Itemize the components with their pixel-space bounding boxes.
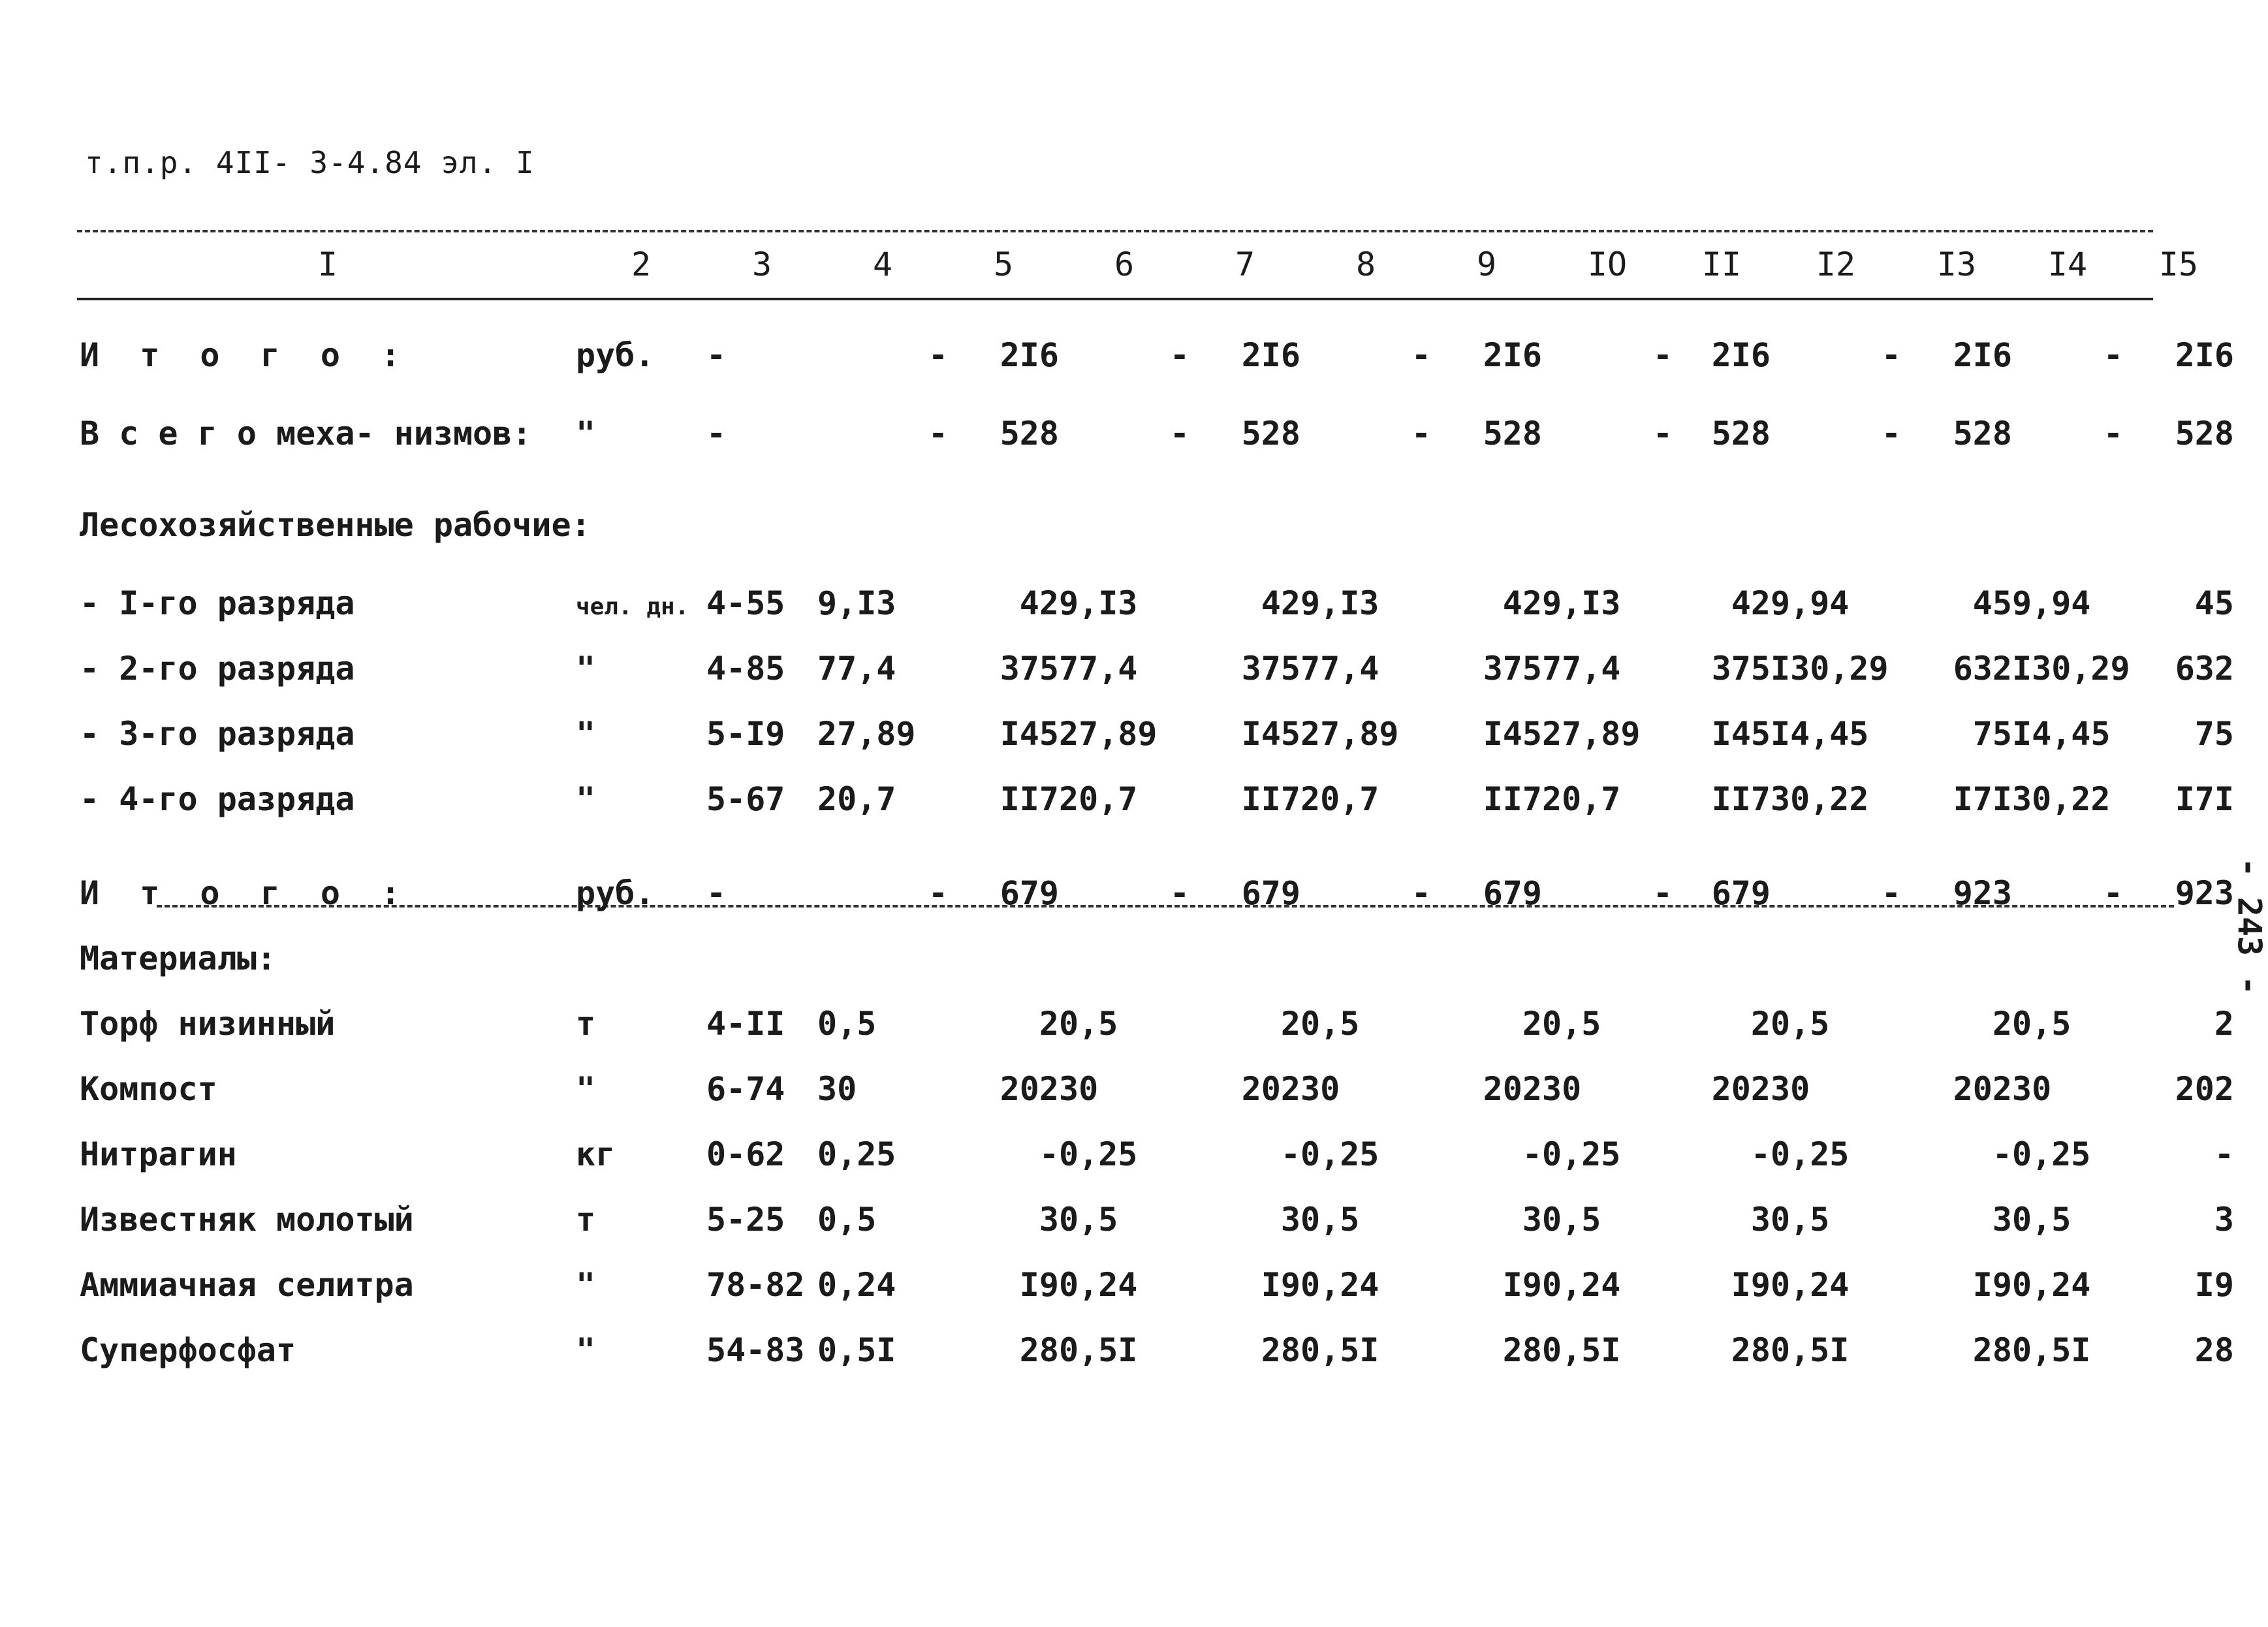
row-label: Торф низинный xyxy=(80,1005,336,1043)
cell: 528 xyxy=(1000,415,1059,452)
cell: 375 xyxy=(1483,650,1542,687)
cell: 30,22 xyxy=(1771,780,1869,818)
cell: 0,5I xyxy=(1300,1331,1379,1369)
cell: 9,I3 xyxy=(1300,584,1379,622)
cell: 20,7 xyxy=(1059,780,1138,818)
cell: 528 xyxy=(1241,415,1300,452)
cell: 0,25 xyxy=(2012,1135,2091,1173)
cell: - xyxy=(1280,1135,1300,1173)
cell: 3 xyxy=(1039,1201,1059,1239)
col-header: 2 xyxy=(631,245,652,283)
cell: 0-62 xyxy=(706,1135,785,1173)
cell: 20,7 xyxy=(817,780,896,818)
table-row xyxy=(80,388,2234,479)
row-label: Суперфосфат xyxy=(80,1331,296,1369)
cell: 27,89 xyxy=(817,715,916,753)
cell: - xyxy=(706,415,727,452)
cell: I9 xyxy=(1731,1266,1771,1304)
cell: 42 xyxy=(1261,584,1300,622)
cell: - xyxy=(2103,874,2123,912)
cell: I4,45 xyxy=(2012,715,2111,753)
cell: 20,7 xyxy=(1300,780,1379,818)
cell: 679 xyxy=(1483,874,1542,912)
row-label: И т о г о : xyxy=(80,874,411,912)
section-label: Материалы: xyxy=(80,940,277,977)
cell: 20,7 xyxy=(1542,780,1621,818)
cell: 2 xyxy=(1992,1005,2012,1043)
cell: - xyxy=(1411,415,1431,452)
cell: - xyxy=(2103,336,2123,374)
row-label: - I-го разряда xyxy=(80,584,355,622)
cell: 202 xyxy=(1711,1070,1771,1108)
row-label: Компост xyxy=(80,1070,217,1108)
cost-table xyxy=(80,235,2234,1383)
cell: 2I6 xyxy=(1000,336,1059,374)
cell: 202 xyxy=(1483,1070,1542,1108)
col-header: IO xyxy=(1587,245,1628,283)
cell: 375 xyxy=(1711,650,1771,687)
table-row xyxy=(80,323,2234,388)
cell: 30 xyxy=(2012,1070,2052,1108)
cell: 375 xyxy=(1241,650,1300,687)
cell: 0,5 xyxy=(1542,1005,1601,1043)
cell: 27,89 xyxy=(1542,715,1641,753)
row-label: - 2-го разряда xyxy=(80,650,355,687)
cell: 528 xyxy=(2175,415,2234,452)
cell: 0,24 xyxy=(1542,1266,1621,1304)
row-unit: " xyxy=(576,415,596,452)
cell: 4-II xyxy=(706,1005,785,1043)
cell: 632 xyxy=(2175,650,2234,687)
cell: 42 xyxy=(1731,584,1771,622)
table-row xyxy=(80,701,2234,766)
cell: 0,5 xyxy=(817,1005,877,1043)
cell: 6-74 xyxy=(706,1070,785,1108)
cell: - xyxy=(1881,874,1901,912)
col-header: 7 xyxy=(1235,245,1255,283)
row-unit: " xyxy=(576,1070,596,1108)
table-row xyxy=(80,636,2234,701)
cell: 77,4 xyxy=(1542,650,1621,687)
document-reference: т.п.р. 4II- 3-4.84 эл. I xyxy=(85,145,535,180)
cell: 75 xyxy=(2194,715,2234,753)
cell: 0,24 xyxy=(817,1266,896,1304)
row-label: Нитрагин xyxy=(80,1135,237,1173)
cell: 0,25 xyxy=(1771,1135,1850,1173)
cell: - xyxy=(1992,1135,2012,1173)
cell: - xyxy=(706,874,727,912)
cell: 0,5 xyxy=(1542,1201,1601,1239)
cell: 2I6 xyxy=(1953,336,2012,374)
cell: 9,I3 xyxy=(1542,584,1621,622)
cell: 375 xyxy=(1000,650,1059,687)
cell: 202 xyxy=(1953,1070,2012,1108)
cell: 77,4 xyxy=(817,650,896,687)
cell: I9 xyxy=(1019,1266,1059,1304)
cell: 28 xyxy=(1502,1331,1542,1369)
cell: II7 xyxy=(1711,780,1771,818)
cell: 27,89 xyxy=(1300,715,1399,753)
cell: 0,5 xyxy=(1771,1005,1830,1043)
col-header: I2 xyxy=(1816,245,1856,283)
cell: I7I xyxy=(2175,780,2234,818)
cell: - xyxy=(1039,1135,1059,1173)
col-header: 5 xyxy=(993,245,1014,283)
cell: II7 xyxy=(1241,780,1300,818)
cell: - xyxy=(1652,874,1673,912)
cell: 0,5 xyxy=(1059,1201,1118,1239)
cell: 2 xyxy=(2214,1005,2234,1043)
table-top-rule xyxy=(77,230,2153,232)
cell: 0,24 xyxy=(2012,1266,2091,1304)
cell: - xyxy=(2103,415,2123,452)
cell: 9,94 xyxy=(1771,584,1850,622)
cell: 2I6 xyxy=(2175,336,2234,374)
cell: - xyxy=(1652,415,1673,452)
cell: - xyxy=(1881,415,1901,452)
section-label: Лесохозяйственные рабочие: xyxy=(80,506,591,544)
col-header: I3 xyxy=(1936,245,1977,283)
cell: 0,24 xyxy=(1771,1266,1850,1304)
cell: 2 xyxy=(1750,1005,1771,1043)
cell: 0,24 xyxy=(1059,1266,1138,1304)
cell: 9,I3 xyxy=(1059,584,1138,622)
cell: 0,5 xyxy=(1300,1201,1360,1239)
row-label: Аммиачная селитра xyxy=(80,1266,414,1304)
cell: 28 xyxy=(2194,1331,2234,1369)
cell: 528 xyxy=(1711,415,1771,452)
cell: 28 xyxy=(1972,1331,2012,1369)
cell: 0,25 xyxy=(1542,1135,1621,1173)
row-unit: руб. xyxy=(576,336,655,374)
cell: 923 xyxy=(1953,874,2012,912)
cell: 75 xyxy=(1972,715,2012,753)
cell: 3 xyxy=(1750,1201,1771,1239)
cell: - xyxy=(1169,415,1189,452)
cell: 27,89 xyxy=(1059,715,1158,753)
cell: 0,5I xyxy=(1771,1331,1850,1369)
cell: I45 xyxy=(1000,715,1059,753)
row-unit: " xyxy=(576,1331,596,1369)
cell: 0,24 xyxy=(1300,1266,1379,1304)
cell: 2I6 xyxy=(1241,336,1300,374)
cell: 30 xyxy=(1542,1070,1582,1108)
cell: 2I6 xyxy=(1711,336,1771,374)
row-label: Известняк молотый xyxy=(80,1201,414,1239)
table-row xyxy=(80,571,2234,636)
cell: 4-55 xyxy=(706,584,785,622)
cell: 202 xyxy=(1241,1070,1300,1108)
cell: 28 xyxy=(1261,1331,1300,1369)
cell: 3 xyxy=(1522,1201,1542,1239)
cell: 202 xyxy=(1000,1070,1059,1108)
cell: 679 xyxy=(1711,874,1771,912)
row-label: И т о г о : xyxy=(80,336,411,374)
cell: - xyxy=(928,336,948,374)
cell: 0,5 xyxy=(1059,1005,1118,1043)
cell: 0,5I xyxy=(2012,1331,2091,1369)
col-header: II xyxy=(1701,245,1742,283)
cell: 0,25 xyxy=(1300,1135,1379,1173)
cell: 0,25 xyxy=(817,1135,896,1173)
table-row xyxy=(80,1122,2234,1187)
cell: 45 xyxy=(2194,584,2234,622)
col-header: I xyxy=(317,245,338,283)
cell: 0,5I xyxy=(1059,1331,1138,1369)
cell: I45 xyxy=(1241,715,1300,753)
row-unit: " xyxy=(576,650,596,687)
cell: - xyxy=(1522,1135,1542,1173)
cell: 30 xyxy=(1300,1070,1340,1108)
cell: - xyxy=(1169,874,1189,912)
cell: 2 xyxy=(1280,1005,1300,1043)
table-row xyxy=(80,766,2234,832)
cell: 30 xyxy=(1059,1070,1099,1108)
cell: 77,4 xyxy=(1059,650,1138,687)
cell: 9,I3 xyxy=(817,584,896,622)
cell: 42 xyxy=(1019,584,1059,622)
cell: - xyxy=(1750,1135,1771,1173)
cell: 923 xyxy=(2175,874,2234,912)
cell: 3 xyxy=(1280,1201,1300,1239)
column-number-header xyxy=(80,235,2234,294)
cell: 0,5I xyxy=(1542,1331,1621,1369)
cell: - xyxy=(2214,1135,2234,1173)
row-unit: кг xyxy=(576,1135,616,1173)
cell: I30,29 xyxy=(1771,650,1889,687)
cell: 2 xyxy=(1039,1005,1059,1043)
col-header: I5 xyxy=(2158,245,2199,283)
cell: 30 xyxy=(817,1070,857,1108)
cell: 3 xyxy=(2214,1201,2234,1239)
cell: 202 xyxy=(2175,1070,2234,1108)
row-unit: " xyxy=(576,715,596,753)
cell: 0,5 xyxy=(1300,1005,1360,1043)
cell: 5-I9 xyxy=(706,715,785,753)
empty-cell xyxy=(576,479,2234,571)
cell: 78-82 xyxy=(706,1266,805,1304)
cell: - xyxy=(1652,336,1673,374)
row-unit: " xyxy=(576,780,596,818)
cell: 28 xyxy=(1019,1331,1059,1369)
col-header: 9 xyxy=(1476,245,1497,283)
table-row xyxy=(80,1252,2234,1318)
cell: I4,45 xyxy=(1771,715,1869,753)
empty-cell xyxy=(576,926,2234,991)
cell: I30,29 xyxy=(2012,650,2130,687)
cell: 528 xyxy=(1483,415,1542,452)
cell: 2 xyxy=(1522,1005,1542,1043)
cell: I9 xyxy=(1502,1266,1542,1304)
cell: - xyxy=(706,336,727,374)
cell: 679 xyxy=(1241,874,1300,912)
cell: I45 xyxy=(1711,715,1771,753)
table-row xyxy=(80,1318,2234,1383)
cell: 2I6 xyxy=(1483,336,1542,374)
cell: 528 xyxy=(1953,415,2012,452)
cell: 5-67 xyxy=(706,780,785,818)
cell: I45 xyxy=(1483,715,1542,753)
table-row xyxy=(80,926,2234,991)
row-unit: чел. дн. xyxy=(576,593,689,620)
cell: - xyxy=(928,874,948,912)
cell: 42 xyxy=(1502,584,1542,622)
cell: 0,5 xyxy=(2012,1005,2071,1043)
cell: 30 xyxy=(1771,1070,1810,1108)
cell: - xyxy=(1411,874,1431,912)
page-number: - 243 - xyxy=(2230,857,2268,996)
row-unit: " xyxy=(576,1266,596,1304)
cell: 5-25 xyxy=(706,1201,785,1239)
cell: 0,5 xyxy=(1771,1201,1830,1239)
cell: I9 xyxy=(2194,1266,2234,1304)
row-label: - 3-го разряда xyxy=(80,715,355,753)
row-label: - 4-го разряда xyxy=(80,780,355,818)
row-unit: т xyxy=(576,1005,596,1043)
cell: 0,5 xyxy=(2012,1201,2071,1239)
cell: II7 xyxy=(1000,780,1059,818)
cell: 30,22 xyxy=(2012,780,2111,818)
cell: 54-83 xyxy=(706,1331,805,1369)
cell: 77,4 xyxy=(1300,650,1379,687)
cell: I9 xyxy=(1972,1266,2012,1304)
cell: - xyxy=(1411,336,1431,374)
cell: - xyxy=(928,415,948,452)
col-header: 8 xyxy=(1355,245,1376,283)
col-header: 4 xyxy=(872,245,893,283)
cell: 4-85 xyxy=(706,650,785,687)
row-label: В с е г о меха- низмов: xyxy=(80,415,532,452)
cell: 0,5 xyxy=(817,1201,877,1239)
cell: 0,25 xyxy=(1059,1135,1138,1173)
cell: I9 xyxy=(1261,1266,1300,1304)
table-row xyxy=(80,479,2234,571)
table-row xyxy=(80,1187,2234,1252)
row-unit: руб. xyxy=(576,874,655,912)
col-header: I4 xyxy=(2047,245,2088,283)
row-unit: т xyxy=(576,1201,596,1239)
cell: 45 xyxy=(1972,584,2012,622)
cell: - xyxy=(1169,336,1189,374)
table-row xyxy=(80,861,2234,926)
cell: 679 xyxy=(1000,874,1059,912)
cell: II7 xyxy=(1483,780,1542,818)
col-header: 3 xyxy=(751,245,772,283)
cell: 9,94 xyxy=(2012,584,2091,622)
cell: 3 xyxy=(1992,1201,2012,1239)
table-row xyxy=(80,1056,2234,1122)
cell: 28 xyxy=(1731,1331,1771,1369)
cell: - xyxy=(1881,336,1901,374)
table-row xyxy=(80,991,2234,1056)
cell: 0,5I xyxy=(817,1331,896,1369)
col-header: 6 xyxy=(1114,245,1135,283)
cell: 632 xyxy=(1953,650,2012,687)
cell: I7I xyxy=(1953,780,2012,818)
